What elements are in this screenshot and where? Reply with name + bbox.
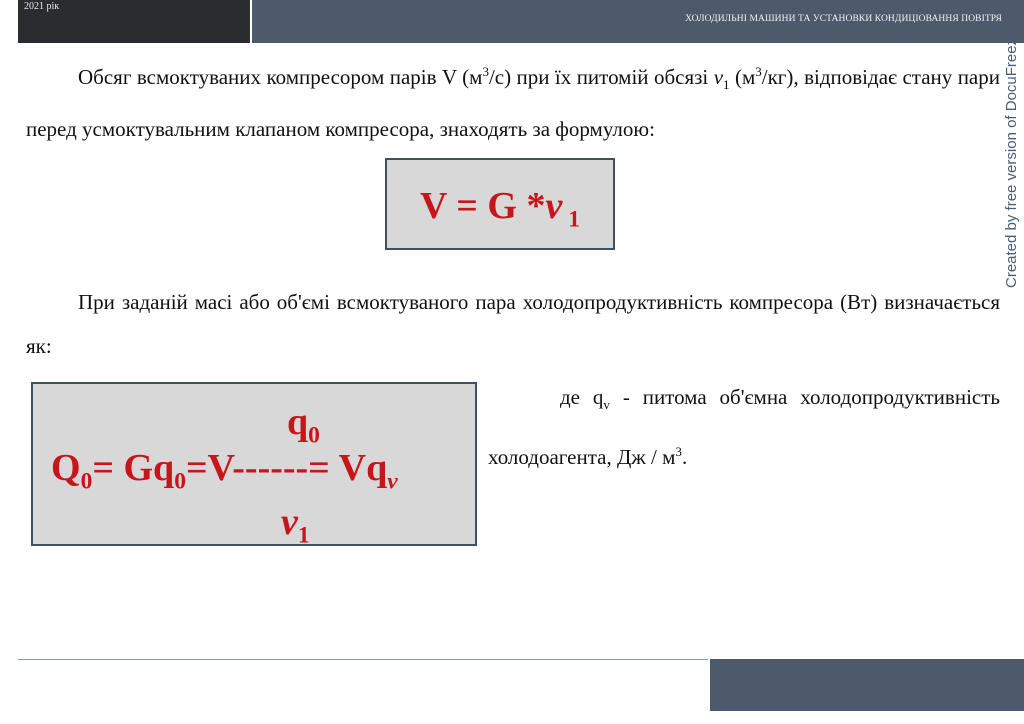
side-note	[488, 374, 1000, 481]
para1-text-1: Обсяг всмоктуваних компресором парів V (м	[78, 65, 483, 89]
watermark	[1003, 37, 1021, 308]
header-title: ХОЛОДИЛЬНІ МАШИНИ ТА УСТАНОВКИ КОНДИЦІОВАННЯ ПОВІТРЯ	[685, 14, 1002, 24]
formula-volume-lhs: V = G *	[419, 185, 546, 227]
footer-divider	[18, 659, 708, 660]
formula-eq2-sub-var: v	[387, 468, 398, 495]
para1-sup-1: 3	[482, 64, 489, 79]
header-year-block	[18, 0, 250, 43]
para1-var: v	[713, 65, 724, 89]
side-note-text-1: де q	[560, 385, 604, 409]
formula-numerator	[287, 400, 320, 450]
formula-volume-var: v	[545, 185, 563, 227]
paragraph-capacity: При заданій масі або об'ємі всмоктуваного пара холодопродуктивність компресора (Вт) визначається як:	[26, 290, 1000, 358]
side-note-text-2: - питома об'ємна холодопродуктивність холодоагента, Дж / м	[488, 385, 1000, 470]
footer-bar	[710, 659, 1024, 711]
formula-eq2: =V------= Vq	[185, 447, 388, 489]
denominator-sub: 1	[297, 522, 310, 549]
watermark-text: Created by free version of DocuFreez	[1003, 37, 1020, 288]
header-title-bar	[252, 0, 1024, 43]
formula-capacity-main	[51, 446, 398, 496]
formula-q-sub: 0	[80, 468, 93, 495]
numerator-sub: 0	[308, 422, 320, 449]
formula-volume-box	[385, 158, 615, 250]
numerator-base: q	[287, 401, 309, 443]
formula-denominator	[281, 500, 310, 550]
paragraph-intro	[26, 50, 1000, 151]
para1-text-2: /с) при їх питомій обсязі	[488, 65, 714, 89]
side-note-sub: v	[603, 397, 610, 413]
formula-eq1-sub: 0	[174, 468, 186, 495]
side-note-text-3: .	[681, 445, 688, 470]
formula-volume-sub: 1	[562, 206, 580, 233]
para1-text-3: (м	[729, 65, 756, 89]
header-year: 2021 рік	[24, 1, 60, 12]
side-note-sup: 3	[675, 444, 682, 460]
formula-capacity-box	[31, 382, 477, 549]
formula-volume	[387, 184, 613, 234]
para1-sub: 1	[723, 77, 730, 93]
formula-q: Q	[51, 447, 81, 489]
para1-text-4: /кг), відповідає стану пари перед усмоктувальним клапаном компресора, знаходять за формулою:	[26, 65, 1000, 142]
formula-eq2-sub	[387, 469, 397, 495]
denominator-base: v	[281, 501, 298, 543]
formula-eq1: = Gq	[92, 447, 175, 489]
para1-sup-2: 3	[755, 64, 762, 79]
